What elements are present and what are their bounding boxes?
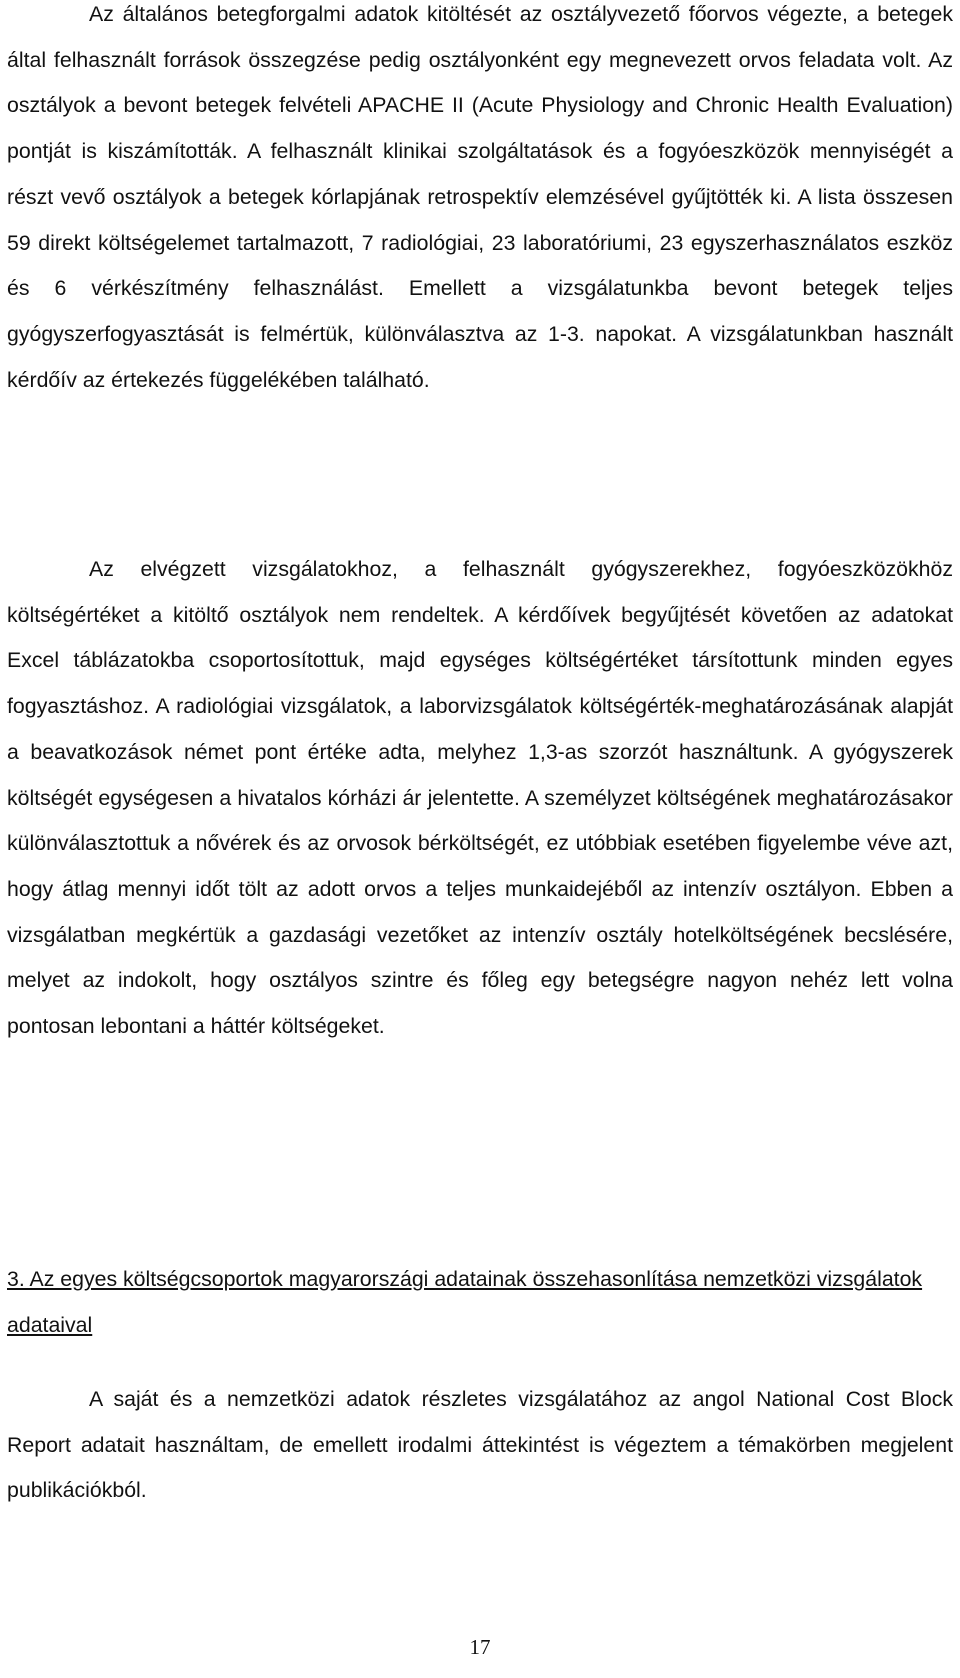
paragraph-data-collection: Az általános betegforgalmi adatok kitöltését az osztályvezető főorvos végezte, a betegek által felhasznált források összegzése pedig osztályonként egy megnevezett orvos feladata volt. Az osztályok a bevont betegek felvételi APACHE II (Acute Physiology and Chronic Health Evaluation) pontját is kiszámították. A felhasznált klinikai szolgáltatások és a fogyóeszközök mennyiségét a részt vevő osztályok a betegek kórlapjának retrospektív elemzésével gyűjtötték ki. A lista összesen 59 direkt költségelemet tartalmazott, 7 radiológiai, 23 laboratóriumi, 23 egyszerhasználatos eszköz és 6 vérkészítmény felhasználást. Emellett a vizsgálatunkba bevont betegek teljes gyógyszerfogyasztását is felmértük, különválasztva az 1-3. napokat. A vizsgálatunkban használt kérdőív az értekezés függelékében található.	[7, 2, 953, 392]
section-heading: 3. Az egyes költségcsoportok magyarországi adatainak összehasonlítása nemzetközi vizsgálatok adataival	[7, 1267, 923, 1337]
page-number: 17	[469, 1635, 491, 1659]
paragraph-international-comparison: A saját és a nemzetközi adatok részletes vizsgálatához az angol National Cost Block Report adatait használtam, de emellett irodalmi áttekintést is végeztem a témakörben megjelent publikációkból.	[7, 1387, 953, 1503]
paragraph-cost-assignment: Az elvégzett vizsgálatokhoz, a felhasznált gyógyszerekhez, fogyóeszközökhöz költségértéket a kitöltő osztályok nem rendeltek. A kérdőívek begyűjtését követően az adatokat Excel táblázatokba csoportosítottuk, majd egységes költségértéket társítottunk minden egyes fogyasztáshoz. A radiológiai vizsgálatok, a laborvizsgálatok költségérték-meghatározásának alapját a beavatkozások német pont értéke adta, melyhez 1,3-as szorzót használtunk. A gyógyszerek költségét egységesen a hivatalos kórházi ár jelentette. A személyzet költségének meghatározásakor különválasztottuk a nővérek és az orvosok bérköltségét, ez utóbbiak esetében figyelembe véve azt, hogy átlag mennyi időt tölt az adott orvos a teljes munkaidejéből az intenzív osztályon. Ebben a vizsgálatban megkértük a gazdasági vezetőket az intenzív osztály hotelköltségének becslésére, melyet az indokolt, hogy osztályos szintre és főleg egy betegségre nagyon nehéz lett volna pontosan lebontani a háttér költségeket.	[7, 557, 953, 1039]
